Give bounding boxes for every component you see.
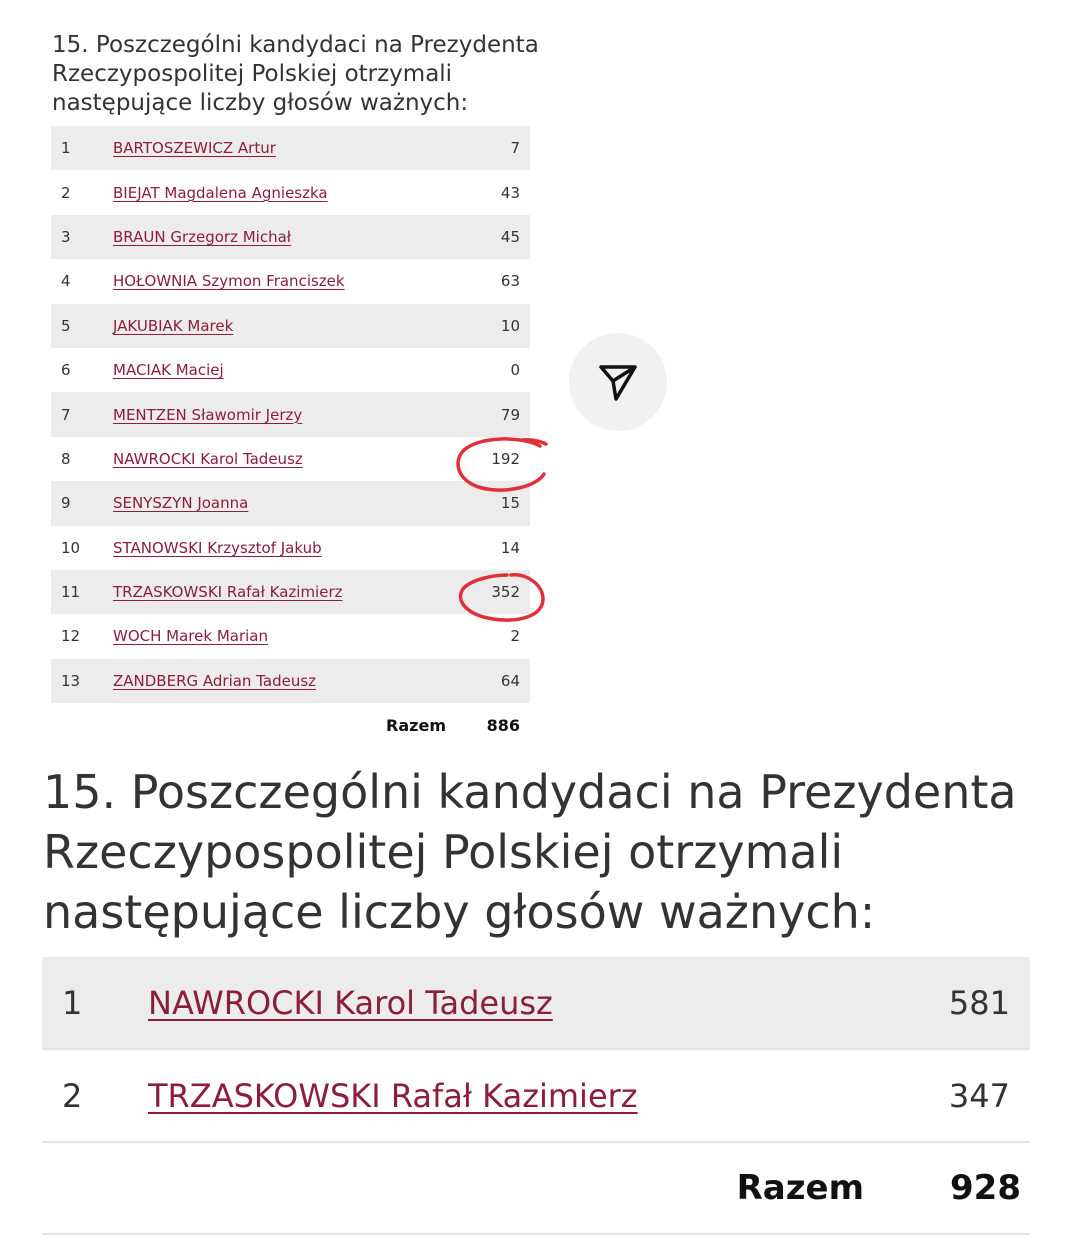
table-row <box>51 215 530 259</box>
candidate-link[interactable]: SENYSZYN Joanna <box>113 494 249 513</box>
table-row <box>42 957 1030 1050</box>
row-number: 13 <box>61 671 81 690</box>
table-row <box>51 126 530 170</box>
row-number: 6 <box>61 361 71 380</box>
candidate-link[interactable]: STANOWSKI Krzysztof Jakub <box>113 538 322 557</box>
vote-count: 15 <box>500 494 520 513</box>
vote-count: 192 <box>491 449 520 468</box>
table-row <box>51 481 530 525</box>
row-number: 7 <box>61 405 71 424</box>
table-total-row <box>51 703 530 747</box>
vote-count: 352 <box>491 583 520 602</box>
row-number: 2 <box>61 183 71 202</box>
vote-count: 7 <box>510 139 520 158</box>
row-number: 1 <box>62 983 83 1022</box>
candidate-link[interactable]: BIEJAT Magdalena Agnieszka <box>113 183 328 202</box>
candidate-link[interactable]: BARTOSZEWICZ Artur <box>113 139 276 158</box>
vote-count: 79 <box>500 405 520 424</box>
total-value: 928 <box>950 1168 1021 1208</box>
vote-count: 45 <box>500 227 520 246</box>
candidate-link[interactable]: MACIAK Maciej <box>113 361 224 380</box>
row-number: 1 <box>61 139 71 158</box>
total-label: Razem <box>736 1168 864 1208</box>
table-total-row <box>42 1143 1030 1235</box>
row-number: 9 <box>61 494 71 513</box>
row-number: 11 <box>61 583 81 602</box>
send-icon <box>595 359 641 405</box>
row-number: 3 <box>61 227 71 246</box>
vote-count: 43 <box>500 183 520 202</box>
row-number: 2 <box>62 1076 83 1115</box>
table-row <box>51 570 530 614</box>
table-row <box>51 392 530 436</box>
vote-count: 63 <box>500 272 520 291</box>
row-number: 12 <box>61 627 81 646</box>
candidate-link[interactable]: ZANDBERG Adrian Tadeusz <box>113 671 317 690</box>
bottom-heading: 15. Poszczególni kandydaci na Prezydenta Rzeczypospolitej Polskiej otrzymali następujące liczby głosów ważnych: <box>43 765 1017 939</box>
table-row <box>51 659 530 703</box>
top-heading: 15. Poszczególni kandydaci na Prezydenta Rzeczypospolitej Polskiej otrzymali następujące liczby głosów ważnych: <box>52 32 539 116</box>
share-button[interactable] <box>569 333 667 431</box>
table-row <box>51 526 530 570</box>
small-results-table <box>51 126 530 747</box>
candidate-link[interactable]: NAWROCKI Karol Tadeusz <box>113 449 303 468</box>
row-number: 5 <box>61 316 71 335</box>
candidate-link[interactable]: TRZASKOWSKI Rafał Kazimierz <box>148 1076 638 1115</box>
table-row <box>51 259 530 303</box>
vote-count: 347 <box>948 1076 1010 1115</box>
total-label: Razem <box>386 715 446 735</box>
vote-count: 581 <box>948 983 1010 1022</box>
row-number: 10 <box>61 538 81 557</box>
table-row <box>51 304 530 348</box>
vote-count: 0 <box>510 361 520 380</box>
vote-count: 14 <box>500 538 520 557</box>
row-number: 8 <box>61 449 71 468</box>
vote-count: 64 <box>500 671 520 690</box>
table-row <box>42 1050 1030 1143</box>
table-row <box>51 614 530 658</box>
table-row <box>51 348 530 392</box>
table-row <box>51 437 530 481</box>
candidate-link[interactable]: BRAUN Grzegorz Michał <box>113 227 292 246</box>
table-row <box>51 170 530 214</box>
candidate-link[interactable]: WOCH Marek Marian <box>113 627 268 646</box>
candidate-link[interactable]: TRZASKOWSKI Rafał Kazimierz <box>113 583 343 602</box>
total-value: 886 <box>486 715 520 735</box>
vote-count: 2 <box>510 627 520 646</box>
candidate-link[interactable]: NAWROCKI Karol Tadeusz <box>148 983 553 1022</box>
candidate-link[interactable]: MENTZEN Sławomir Jerzy <box>113 405 303 424</box>
candidate-link[interactable]: JAKUBIAK Marek <box>113 316 234 335</box>
vote-count: 10 <box>500 316 520 335</box>
candidate-link[interactable]: HOŁOWNIA Szymon Franciszek <box>113 272 345 291</box>
large-results-table <box>42 957 1030 1235</box>
row-number: 4 <box>61 272 71 291</box>
